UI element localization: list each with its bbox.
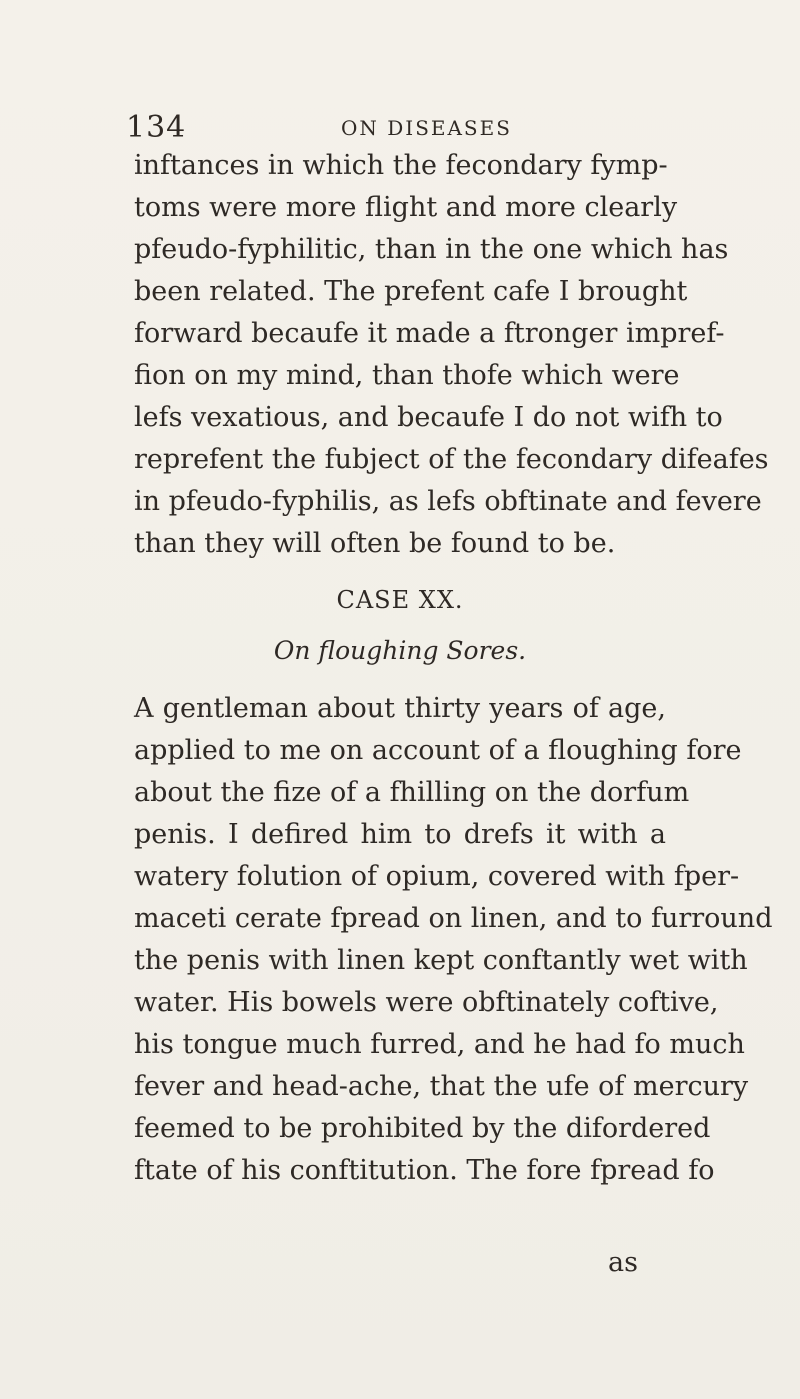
- text-line: maceti cerate fpread on linen, and to furround: [134, 903, 773, 934]
- text-line: watery folution of opium, covered with fper-: [134, 861, 740, 892]
- text-line: penis. I defired him to drefs it with a: [134, 819, 666, 850]
- text-line: fever and head-ache, that the ufe of mercury: [134, 1071, 749, 1102]
- case-subtitle: On floughing Sores.: [273, 636, 527, 665]
- text-line: inftances in which the fecondary fymp-: [134, 150, 668, 181]
- text-line: A gentleman about thirty years of age,: [134, 693, 666, 724]
- text-line: the penis with linen kept conftantly wet with: [134, 945, 748, 976]
- catchword: as: [608, 1247, 638, 1278]
- running-head: [126, 110, 686, 146]
- text-line: fion on my mind, than thofe which were: [134, 360, 680, 391]
- text-line: about the fize of a fhilling on the dorfum: [134, 777, 690, 808]
- text-line: ftate of his conftitution. The fore fpread fo: [134, 1155, 715, 1186]
- text-line: reprefent the fubject of the fecondary difeafes: [134, 444, 769, 475]
- text-line: forward becaufe it made a ftronger impref-: [134, 318, 725, 349]
- text-line: been related. The prefent cafe I brought: [134, 276, 688, 307]
- text-line: applied to me on account of a floughing fore: [134, 735, 742, 766]
- page-number: 134: [126, 110, 187, 145]
- text-line: lefs vexatious, and becaufe I do not wifh to: [134, 402, 723, 433]
- text-line: than they will often be found to be.: [134, 528, 616, 559]
- text-line: in pfeudo-fyphilis, as lefs obftinate and fevere: [134, 486, 762, 517]
- paragraph-continuation: [134, 145, 769, 565]
- text-line: his tongue much furred, and he had fo much: [134, 1029, 745, 1060]
- text-line: pfeudo-fyphilitic, than in the one which has: [134, 234, 729, 265]
- running-title: ON DISEASES: [341, 116, 512, 140]
- text-line: toms were more flight and more clearly: [134, 192, 678, 223]
- case-paragraph: [134, 688, 773, 1192]
- text-line: water. His bowels were obftinately coftive,: [134, 987, 719, 1018]
- text-line: feemed to be prohibited by the difordered: [134, 1113, 711, 1144]
- case-heading: CASE XX.: [336, 586, 464, 614]
